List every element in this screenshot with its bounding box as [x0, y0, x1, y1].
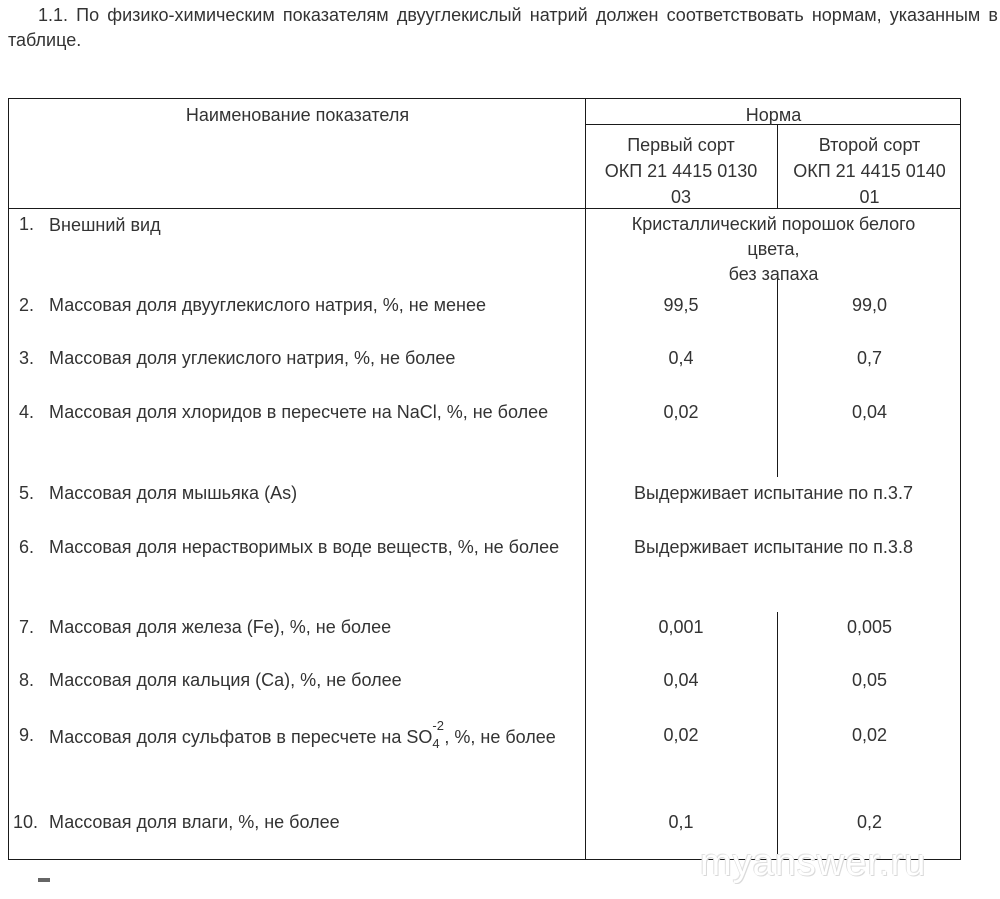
grade1-header	[586, 132, 776, 210]
grade2-code: ОКП 21 4415 0140	[793, 161, 946, 181]
row-number: 2.	[19, 295, 35, 315]
value-grade1: 0,02	[663, 402, 699, 422]
row-name-text: , %, не более	[444, 727, 556, 747]
value-grade2: 0,7	[856, 348, 883, 368]
cropped-text-fragment	[38, 878, 50, 882]
value-grade1: 0,001	[658, 617, 704, 637]
column-header-norm: Норма	[745, 105, 802, 125]
grade2-code-suffix: 01	[859, 187, 880, 207]
formula-superscript: -2	[432, 718, 444, 734]
value-grade1: 0,4	[668, 348, 694, 368]
row-number: 10.	[13, 812, 39, 832]
grade2-title: Второй сорт	[818, 135, 921, 155]
row-number: 8.	[19, 670, 35, 690]
column-header-name: Наименование показателя	[185, 105, 410, 125]
row-name: Внешний вид	[49, 215, 161, 235]
row-number: 5.	[19, 483, 35, 503]
merged-value-line: без запаха	[728, 264, 819, 284]
merged-value	[586, 212, 961, 287]
row-name-text: Массовая доля сульфатов в пересчете на SO	[49, 727, 433, 747]
intro-paragraph: 1.1. По физико-химическим показателям двууглекислый натрий должен соответствовать нормам, указанным в таблице.	[8, 5, 998, 50]
value-grade1: 0,02	[663, 725, 699, 745]
value-grade2: 0,02	[851, 725, 888, 745]
row-name: Массовая доля влаги, %, не более	[49, 812, 340, 832]
row-number: 1.	[19, 214, 35, 234]
value-grade2: 0,005	[846, 617, 893, 637]
row-number: 3.	[19, 348, 35, 368]
row-number: 9.	[19, 725, 35, 745]
row-number: 6.	[19, 537, 35, 557]
row-number: 4.	[19, 402, 35, 422]
grade1-code-suffix: 03	[670, 187, 692, 207]
formula-subscript: 4	[432, 736, 440, 752]
grade2-header	[778, 132, 961, 210]
row-name: Массовая доля хлоридов в пересчете на NaCl, %, не более	[49, 402, 549, 422]
value-grade1: 0,04	[663, 670, 699, 690]
row-number: 7.	[19, 617, 35, 637]
merged-value-line: цвета,	[747, 239, 800, 259]
row-name	[49, 718, 579, 753]
value-grade2: 0,04	[851, 402, 888, 422]
value-grade2: 0,05	[851, 670, 888, 690]
merged-value: Выдерживает испытание по п.3.8	[634, 537, 913, 557]
watermark: myanswer.ru	[700, 842, 927, 884]
grade1-code: ОКП 21 4415 0130	[604, 161, 758, 181]
merged-value-line: Кристаллический порошок белого	[631, 214, 916, 234]
row-name: Массовая доля углекислого натрия, %, не более	[49, 348, 456, 368]
specification-table	[8, 98, 961, 860]
row-name: Массовая доля двууглекислого натрия, %, не менее	[49, 295, 487, 315]
value-grade1: 0,1	[668, 812, 694, 832]
grade1-title: Первый сорт	[627, 135, 735, 155]
row-name: Массовая доля железа (Fe), %, не более	[49, 617, 392, 637]
row-name: Массовая доля мышьяка (As)	[49, 483, 298, 503]
formula-index	[432, 718, 444, 752]
merged-value: Выдерживает испытание по п.3.7	[634, 483, 913, 503]
value-grade1: 99,5	[663, 295, 699, 315]
value-grade2: 99,0	[851, 295, 888, 315]
value-grade2: 0,2	[856, 812, 883, 832]
row-name: Массовая доля нерастворимых в воде веществ, %, не более	[49, 537, 560, 557]
row-name: Массовая доля кальция (Ca), %, не более	[49, 670, 402, 690]
